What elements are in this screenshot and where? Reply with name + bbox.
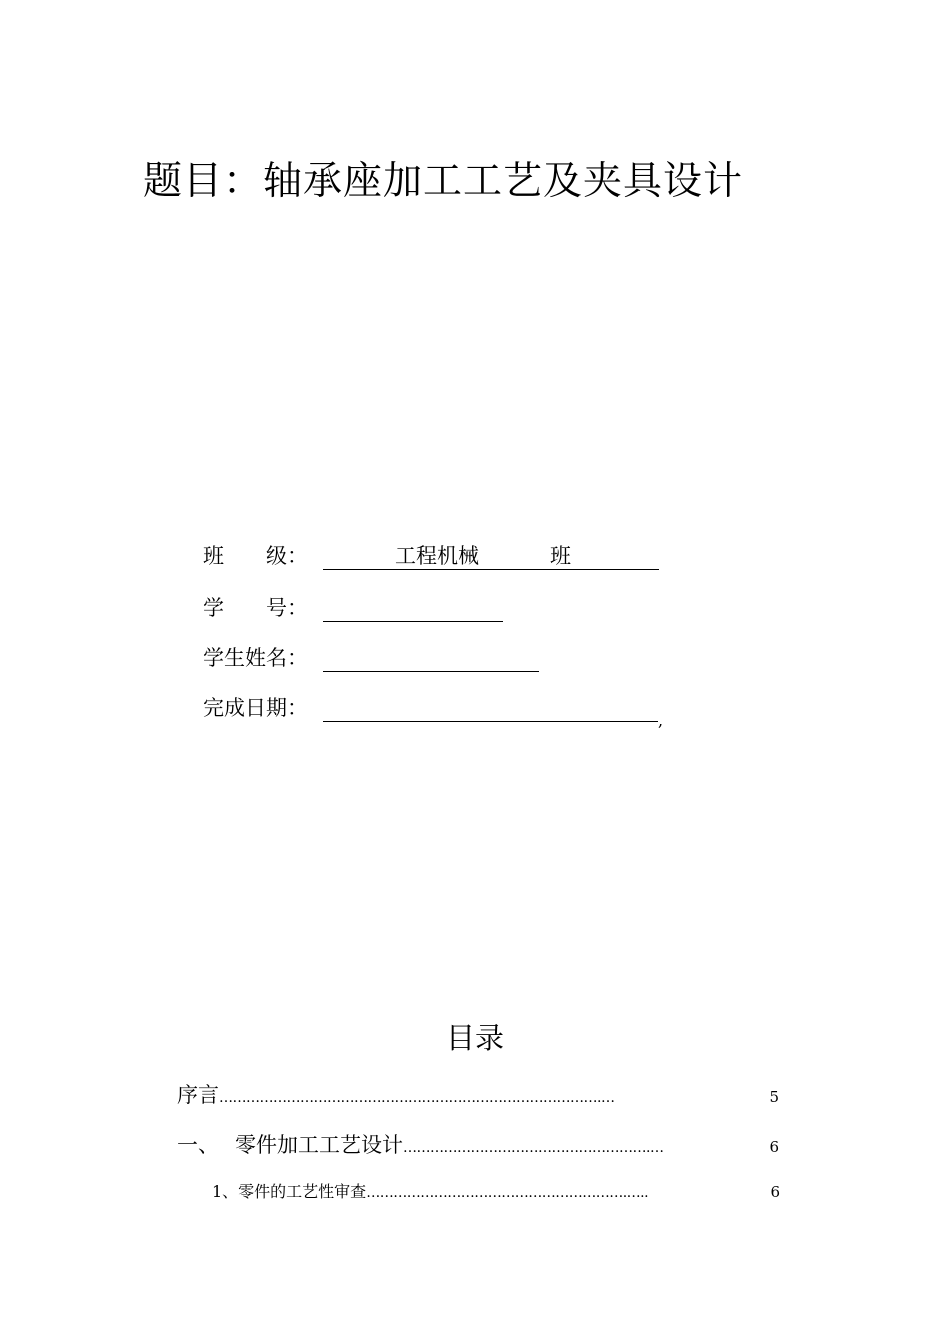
toc-entry-leader: ………………………………………………………………………….… [219,1090,615,1106]
toc-entry-leader: ………………………………………………….….. [366,1185,649,1201]
date-label: 完成日期： [203,696,308,720]
class-label: 班 级： [203,544,308,568]
toc-entry[interactable] [177,1130,779,1163]
class-value-suffix: 班 [550,544,571,568]
student-id-label: 学 号： [203,596,308,620]
toc-entry[interactable] [212,1180,780,1205]
class-underline [323,569,659,570]
toc-entry-leader: ……………………………………………….… [403,1140,664,1156]
page-title: 题目：轴承座加工工艺及夹具设计 [143,159,744,204]
toc-entry[interactable] [177,1080,779,1113]
toc-entry-page: 6 [770,1183,780,1201]
toc-entry-page: 5 [769,1088,779,1106]
toc-entry-page: 6 [769,1138,779,1156]
student-name-underline [323,671,539,672]
toc-entry-label: 序言 [177,1083,219,1107]
student-id-underline [323,621,503,622]
toc-entry-label: 零件加工工艺设计 [235,1133,403,1157]
class-value-major: 工程机械 [395,544,479,568]
toc-entry-label: 1、零件的工艺性审查 [212,1182,367,1201]
toc-entry-number: 一、 [177,1133,219,1157]
date-end-mark: , [658,711,664,730]
student-name-label: 学生姓名： [203,646,308,670]
toc-heading: 目录 [445,1021,504,1055]
date-underline [323,721,658,722]
